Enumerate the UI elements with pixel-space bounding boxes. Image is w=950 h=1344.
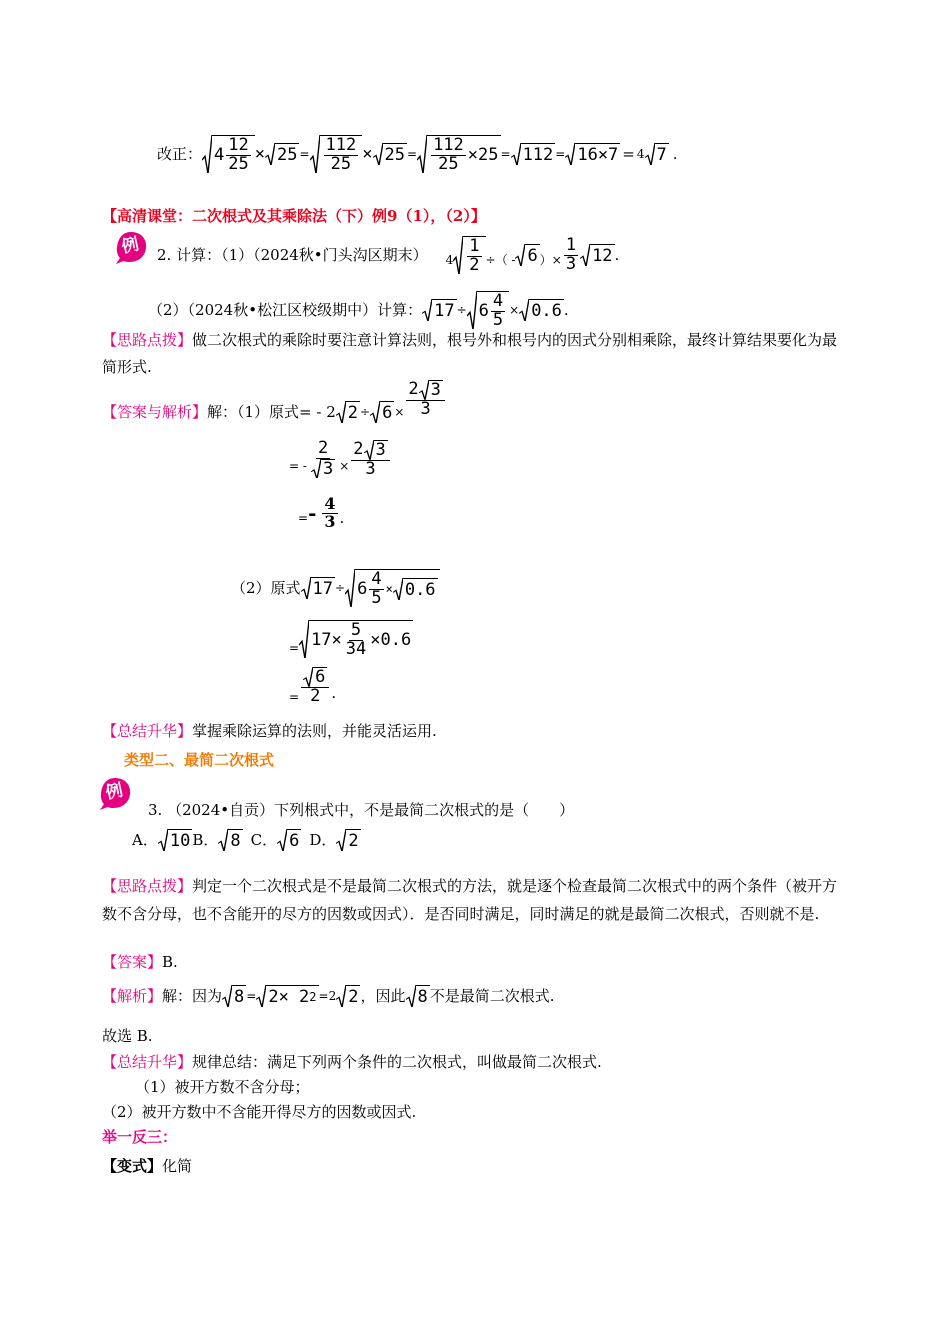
radical-icon [336, 985, 346, 1007]
radical-icon [467, 291, 477, 330]
radical-icon [419, 380, 429, 400]
option-b-label: B． [192, 831, 219, 849]
radical-icon [311, 459, 321, 479]
equals-sign: = [407, 146, 418, 161]
radical-icon [515, 244, 525, 266]
factor-0-6: ×0.6 [370, 629, 412, 650]
sqrt-3 [309, 459, 337, 479]
summary-text: 规律总结：满足下列两个条件的二次根式，叫做最简二次根式. [192, 1053, 602, 1071]
sqrt-6 [301, 667, 329, 688]
correction-line [157, 128, 678, 180]
radicand: 3 [430, 379, 441, 400]
sqrt-2 [336, 985, 360, 1007]
radical-icon [565, 143, 575, 165]
example-badge-label: 例 [104, 780, 125, 804]
answer-text: B. [162, 953, 178, 971]
result-coef: 4 [636, 146, 645, 161]
answer-step-1-label: 解：（1）原式= - 2 [207, 403, 336, 421]
period: . [672, 145, 678, 163]
frac-den: 5 [492, 309, 504, 330]
frac-num: 5 [350, 619, 362, 640]
radicand: 112 [522, 144, 554, 165]
radical-icon [511, 143, 521, 165]
step-prefix: = - [289, 458, 307, 473]
period: . [339, 509, 345, 527]
radical-icon [370, 401, 380, 423]
mixed-int: 4 [214, 144, 225, 165]
sqrt-3 [419, 380, 443, 400]
answer-step-3 [298, 488, 344, 538]
sqrt-112-25-times-25 [417, 135, 500, 174]
frac-den: 25 [438, 153, 459, 174]
question-2-part-2-text: （2）（2024秋•松江区校级期中）计算： [148, 301, 423, 319]
radicand: 2 [347, 402, 359, 423]
summary-tag: 【总结升华】 [102, 1053, 193, 1071]
open-paren: （ - [495, 252, 516, 267]
analysis-mid: ，因此 [360, 987, 406, 1005]
factor-17: 17× [311, 629, 342, 650]
radical-icon [299, 620, 309, 659]
sqrt-8 [406, 985, 430, 1007]
question-3-text: 3. （2024•自贡）下列根式中，不是最简二次根式的是（ ） [148, 801, 575, 819]
answer-part-2-label: （2）原式 [231, 579, 301, 597]
equals-sign: = [500, 146, 511, 161]
radical-icon [265, 143, 275, 165]
option-a-label: A． [132, 831, 158, 849]
option-b-sqrt[interactable] [218, 829, 242, 851]
times-sign: × [385, 581, 393, 596]
times-sign: × [339, 458, 350, 473]
condition-2: （2）被开方数中不含能开得尽方的因数或因式. [102, 1103, 417, 1121]
radical-icon [417, 135, 427, 174]
analysis-tag: 【解析】 [102, 987, 163, 1005]
sqrt-12 [580, 244, 614, 266]
sqrt-4-12-25 [202, 135, 255, 174]
sqrt-17-5-34-0-6 [299, 620, 413, 659]
frac-num: 112 [433, 134, 464, 155]
answer-part-2-step-2 [289, 614, 413, 664]
radicand: 3 [375, 439, 386, 460]
radical-icon [301, 577, 311, 599]
radicand: 17 [434, 300, 455, 321]
frac-num: 2 [317, 437, 329, 458]
question-2-line-1 [157, 230, 619, 280]
analysis-pre: 解：因为 [162, 987, 223, 1005]
condition-1: （1）被开方数不含分母； [135, 1078, 310, 1096]
sqrt-25 [373, 143, 407, 165]
period: . [563, 301, 569, 319]
frac-num: 12 [228, 134, 249, 155]
equals-two: =2 [318, 988, 337, 1003]
answer-part-2-step-1 [231, 562, 440, 614]
option-a-sqrt[interactable] [158, 829, 192, 851]
summary-paragraph [102, 718, 842, 745]
times-sign: × [362, 143, 373, 164]
times-sign: × [551, 252, 562, 267]
coef: 4 [445, 252, 454, 267]
radical-icon [336, 401, 346, 423]
divide-sign: ÷ [485, 252, 496, 267]
equals-sign: = [246, 988, 257, 1003]
period: . [331, 684, 337, 702]
sqrt-6-4-5 [345, 569, 439, 608]
sqrt-112-25 [310, 135, 363, 174]
equals-sign: = [622, 145, 635, 163]
radicand: 3 [322, 458, 334, 479]
exponent: 2 [309, 989, 317, 1004]
sqrt-112 [511, 143, 556, 165]
option-c-sqrt[interactable] [277, 829, 301, 851]
conclusion: 故选 B. [102, 1027, 153, 1045]
frac-den: 3 [565, 253, 577, 274]
radicand: 8 [234, 986, 245, 1007]
frac-den: 34 [345, 638, 367, 659]
hint-text: 做二次根式的乘除时要注意计算法则，根号外和根号内的因式分别相乘除，最终计算结果要化为最简形式. [102, 331, 838, 376]
sqrt-7 [645, 143, 669, 165]
step-prefix: = [298, 510, 309, 525]
answer-tag: 【答案】 [102, 953, 163, 971]
radicand: 6 [382, 402, 393, 423]
radical-icon [218, 829, 228, 851]
radicand: 7 [656, 144, 667, 165]
variant-text: 化简 [162, 1157, 193, 1175]
radical-icon [202, 135, 212, 174]
radical-icon [519, 299, 529, 321]
frac-num: 4 [371, 568, 382, 589]
section-title: 类型二、最简二次根式 [124, 751, 275, 769]
close-paren: ） [539, 252, 552, 267]
frac-den: 2 [469, 254, 480, 275]
equals-sign: = [289, 689, 300, 704]
times-25: ×25 [467, 144, 499, 165]
radical-icon [222, 985, 232, 1007]
radical-icon [364, 440, 374, 460]
answer-part-2-step-3 [289, 662, 336, 710]
radical-icon [256, 985, 266, 1007]
frac-den: 3 [324, 511, 336, 531]
radical-icon [310, 135, 320, 174]
radicand: 17 [312, 578, 334, 599]
radicand: 8 [230, 830, 241, 851]
sqrt-8 [222, 985, 246, 1007]
frac-den: 25 [330, 153, 352, 174]
sqrt-0-6 [519, 299, 564, 321]
radical-icon [373, 143, 383, 165]
radical-icon [580, 244, 590, 266]
radicand: 0.6 [404, 579, 436, 600]
frac-num: 4 [324, 493, 336, 513]
frac-num-coef: 2 [353, 438, 364, 459]
radicand: 8 [417, 986, 428, 1007]
radical-icon [406, 985, 416, 1007]
sqrt-16x7 [565, 143, 620, 165]
answer-tag: 【答案与解析】 [102, 403, 208, 421]
sqrt-0-6 [393, 578, 438, 600]
sqrt-2 [336, 401, 360, 423]
video-lesson-title: 【高清课堂：二次根式及其乘除法（下）例9（1），（2）】 [102, 207, 486, 225]
times-sign: × [509, 302, 520, 317]
frac-num: 1 [565, 234, 577, 255]
variant-tag: 【变式】 [102, 1157, 163, 1175]
frac-num: 112 [325, 134, 357, 155]
answer-line [102, 953, 178, 971]
divide-sign: ÷ [360, 404, 371, 419]
period: . [614, 246, 620, 264]
divide-sign: ÷ [456, 302, 467, 317]
frac-den: 25 [228, 153, 249, 174]
times-sign: × [254, 143, 265, 164]
equals-sign: = [289, 640, 300, 655]
mixed-int: 6 [478, 300, 489, 321]
radicand: 2 [348, 986, 359, 1007]
practice-heading: 举一反三： [102, 1128, 178, 1146]
hint-tag: 【思路点拨】 [102, 331, 193, 349]
radical-icon [645, 143, 655, 165]
radical-icon [277, 829, 287, 851]
radicand: 6 [315, 666, 326, 687]
radicand: 16×7 [577, 144, 619, 165]
hint-paragraph [102, 872, 842, 928]
frac-den: 3 [365, 458, 376, 479]
radicand: 12 [592, 245, 613, 266]
radicand: 2 [348, 830, 359, 851]
hint-paragraph [102, 327, 842, 381]
question-2-line-2 [148, 290, 569, 330]
equals-sign: = [299, 146, 310, 161]
sqrt-17 [422, 299, 456, 321]
sqrt-25 [265, 143, 299, 165]
frac-num: 4 [492, 290, 504, 311]
option-d-sqrt[interactable] [336, 829, 360, 851]
analysis-post: 不是最简二次根式. [429, 987, 555, 1005]
frac-num: 1 [469, 235, 480, 256]
answer-step-1 [102, 378, 447, 440]
summary-tag: 【总结升华】 [102, 722, 193, 740]
option-c-label: C． [250, 831, 278, 849]
radicand: 6 [527, 245, 538, 266]
variant-line [102, 1157, 192, 1175]
minus-sign: - [308, 501, 317, 525]
sqrt-3 [364, 440, 388, 460]
radical-icon [393, 578, 403, 600]
hint-tag: 【思路点拨】 [102, 877, 193, 895]
question-2-text: 2. 计算：（1）（2024秋•门头沟区期末） [157, 246, 428, 264]
radicand: 25 [277, 144, 298, 165]
radicand: 10 [169, 830, 191, 851]
question-3-options [132, 824, 361, 856]
radicand: 2× 2 [268, 986, 310, 1007]
correction-label: 改正： [157, 145, 203, 163]
radicand: 6 [289, 830, 300, 851]
radical-icon [158, 829, 168, 851]
sqrt-17 [301, 577, 335, 599]
radicand: 25 [384, 144, 405, 165]
radical-icon [336, 829, 346, 851]
radicand: 0.6 [531, 300, 562, 321]
sqrt-6 [515, 244, 539, 266]
summary-paragraph [102, 1053, 602, 1071]
option-d-label: D． [309, 831, 337, 849]
times-sign: × [394, 404, 405, 419]
analysis-line [102, 978, 555, 1014]
radical-icon [303, 667, 313, 687]
radical-icon [345, 569, 355, 608]
summary-text: 掌握乘除运算的法则，并能灵活运用. [192, 722, 437, 740]
sqrt-1-2 [453, 236, 485, 275]
hint-text: 判定一个二次根式是不是最简二次根式的方法，就是逐个检查最简二次根式中的两个条件（被开方数不含分母，也不含能开的尽方的因数或因式）．是否同时满足，同时满足的就是最简二次根式，否则就不是. [102, 877, 838, 923]
frac-den: 2 [310, 685, 321, 706]
example-badge-label: 例 [120, 234, 141, 258]
equals-sign: = [555, 146, 566, 161]
answer-step-2 [289, 436, 392, 482]
radical-icon [453, 236, 463, 275]
sqrt-6-4-5 [467, 291, 510, 330]
sqrt-2-times-2-squared [256, 985, 318, 1007]
frac-num-coef: 2 [408, 378, 419, 399]
frac-den: 5 [371, 587, 382, 608]
sqrt-6 [370, 401, 394, 423]
mixed-int: 6 [357, 578, 368, 599]
radical-icon [422, 299, 432, 321]
divide-sign: ÷ [335, 580, 346, 595]
frac-den: 3 [420, 398, 431, 419]
